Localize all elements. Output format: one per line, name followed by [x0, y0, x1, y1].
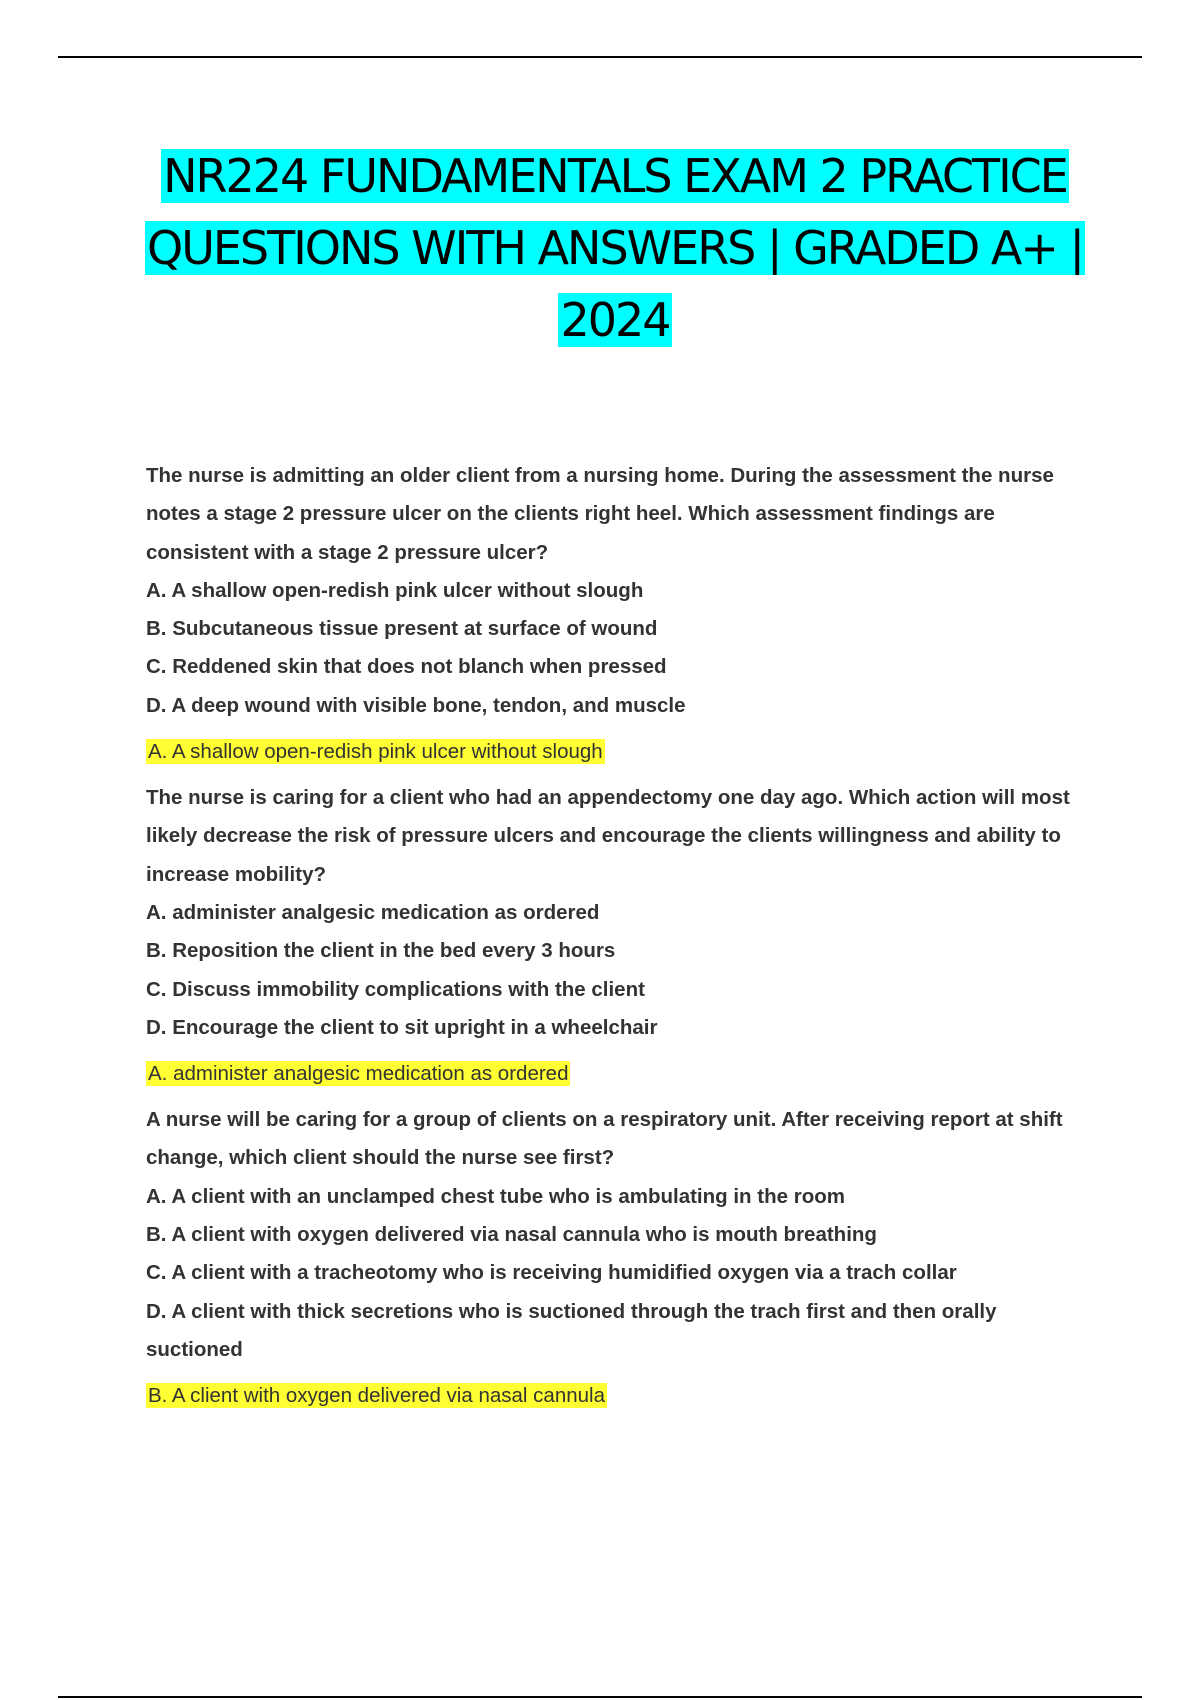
question-1-option-b: B. Subcutaneous tissue present at surface of wound — [146, 617, 658, 641]
question-3-options — [146, 1178, 1096, 1369]
question-2 — [146, 779, 1096, 1089]
answer-highlight: A. administer analgesic medication as ordered — [148, 1062, 569, 1086]
question-2-options — [146, 894, 1096, 1047]
question-1-option-d: D. A deep wound with visible bone, tendon, and muscle — [146, 693, 686, 717]
question-3-text: A nurse will be caring for a group of clients on a respiratory unit. After receiving report at shift change, which client should the nurse see first? — [146, 1108, 1063, 1170]
document-title — [140, 140, 1090, 356]
question-2-option-b: B. Reposition the client in the bed every 3 hours — [146, 939, 616, 963]
answer-highlight: A. A shallow open-redish pink ulcer without slough — [148, 740, 603, 764]
question-2-option-c: C. Discuss immobility complications with the client — [146, 977, 645, 1001]
question-1-text: The nurse is admitting an older client from a nursing home. During the assessment the nurse notes a stage 2 pressure ulcer on the clients right heel. Which assessment findings are consistent with a stage 2 pressure ulcer? — [146, 464, 1054, 564]
question-2-text: The nurse is caring for a client who had an appendectomy one day ago. Which action will most likely decrease the risk of pressure ulcers and encourage the clients willingness and ability to increase mobility? — [146, 786, 1070, 886]
question-1-options — [146, 572, 1096, 725]
question-3-answer — [146, 1381, 1096, 1411]
question-3-option-d: D. A client with thick secretions who is suctioned through the trach first and then orally suctioned — [146, 1299, 997, 1361]
question-1-option-c: C. Reddened skin that does not blanch when pressed — [146, 655, 667, 679]
bottom-rule — [58, 1696, 1142, 1698]
question-1 — [146, 457, 1096, 767]
title-highlight: NR224 FUNDAMENTALS EXAM 2 PRACTICE QUESTIONS WITH ANSWERS | GRADED A+ | 2024 — [146, 149, 1083, 347]
question-3-option-c: C. A client with a tracheotomy who is receiving humidified oxygen via a trach collar — [146, 1261, 957, 1285]
answer-highlight: B. A client with oxygen delivered via nasal cannula — [148, 1384, 605, 1408]
question-2-option-a: A. administer analgesic medication as ordered — [146, 900, 600, 924]
question-3-option-a: A. A client with an unclamped chest tube who is ambulating in the room — [146, 1184, 845, 1208]
question-3 — [146, 1101, 1096, 1411]
question-2-option-d: D. Encourage the client to sit upright in a wheelchair — [146, 1015, 658, 1039]
question-list — [146, 457, 1096, 1423]
question-2-answer — [146, 1059, 1096, 1089]
question-3-option-b: B. A client with oxygen delivered via nasal cannula who is mouth breathing — [146, 1223, 877, 1247]
top-rule — [58, 56, 1142, 58]
question-1-answer — [146, 737, 1096, 767]
question-1-option-a: A. A shallow open-redish pink ulcer without slough — [146, 578, 644, 602]
